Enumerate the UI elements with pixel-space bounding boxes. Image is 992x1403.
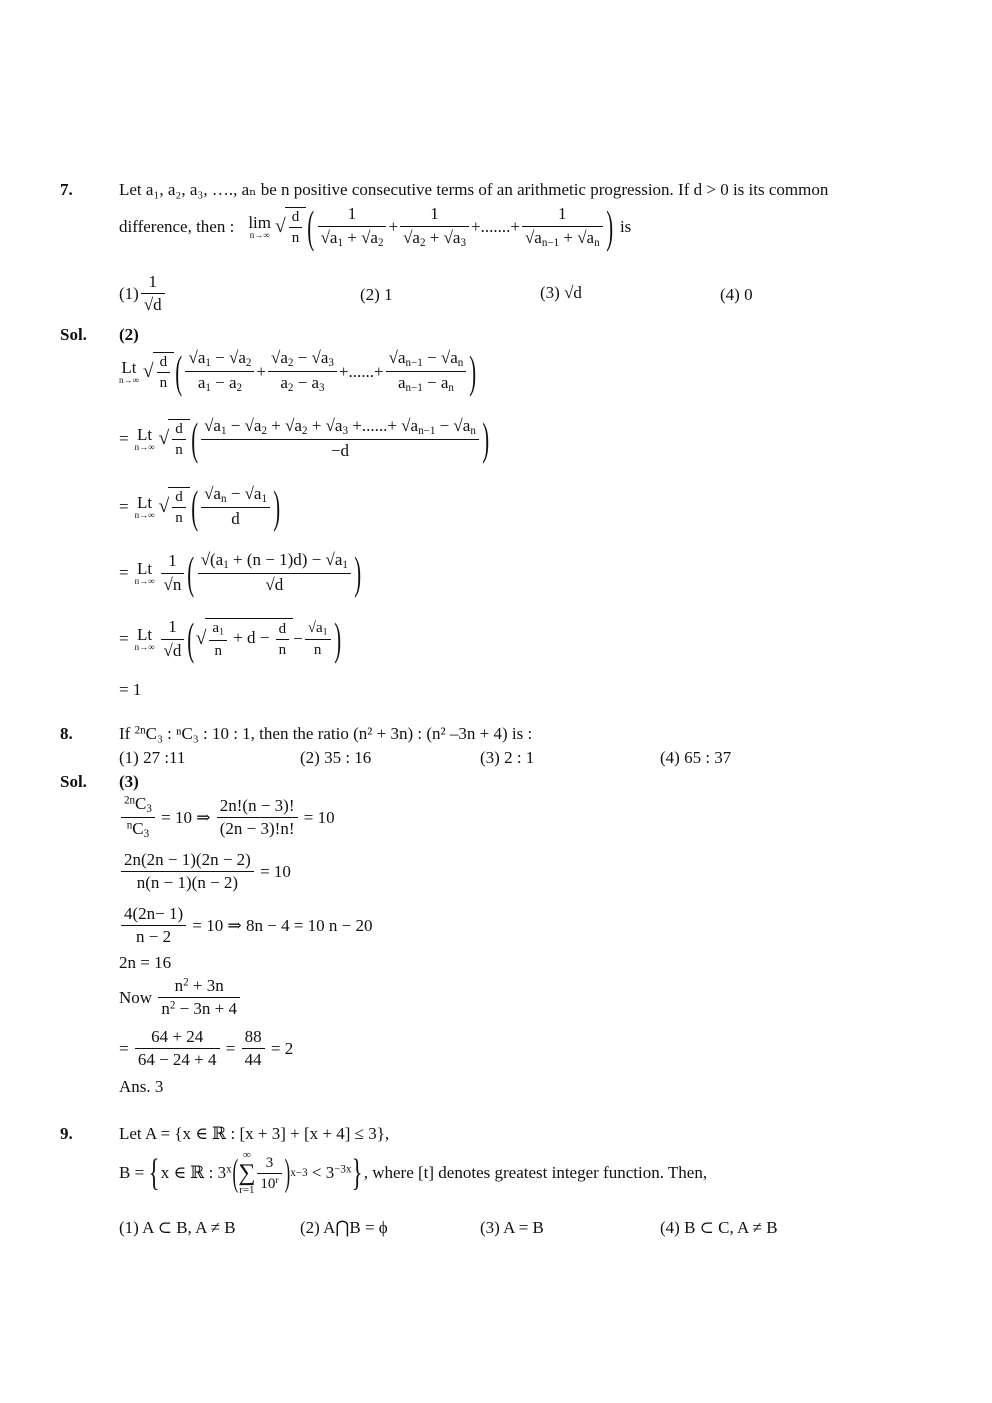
question-9-set-a: Let A = {x ∈ ℝ : [x + 3] + [x + 4] ≤ 3}, [119, 1124, 390, 1143]
q7-option-2: (2) 1 [360, 285, 393, 304]
question-7-text: Let a₁, a₂, a₃, …., aₙ be n positive consecutive terms of an arithmetic progression. If d > 0 is its common [119, 180, 829, 199]
q9-option-1: (1) A ⊂ B, A ≠ B [119, 1218, 236, 1237]
question-8-number: 8. [60, 724, 73, 743]
q7-step-1: Lt n→∞ √ $\frac{d}{n}$ ( $\frac{√a_1 - √a_2}{a_1 - a_2}$ + $\frac{√a_2 - √a_3}{a_2 - a_3}$ +......+ $\frac{√a_{n-1} - √a_n}{a_{n-1} - a_n}$ ) [119, 345, 477, 397]
q8-ans: Ans. 3 [119, 1077, 164, 1096]
q8-step-4: 2n = 16 [119, 953, 172, 972]
q8-answer: (3) [119, 772, 139, 791]
q8-sol-label: Sol. [60, 772, 87, 791]
q8-option-3: (3) 2 : 1 [480, 748, 535, 767]
q7-final: = 1 [119, 680, 142, 699]
q9-option-2: (2) A⋂B = ϕ [300, 1218, 388, 1237]
q8-step-2: $\frac{2n(2n - 1)(2n - 2)}{n(n - 1)(n - 2)}$ = 10 [119, 850, 291, 894]
q9-option-3: (3) A = B [480, 1218, 544, 1237]
q7-option-1: (1) $\frac{1}{√d}$ [119, 272, 167, 316]
sqrt-d-over-n: √ $\frac{d}{n}$ [275, 207, 306, 247]
q8-option-2: (2) 35 : 16 [300, 748, 372, 767]
question-9-number: 9. [60, 1124, 73, 1143]
q7-option-4: (4) 0 [720, 285, 753, 304]
question-7-expression: difference, then : lim n→∞ √ $\frac{d}{n}$ ( $\frac{1}{√a_1 + √a_2}$ + $\frac{1}{√a_2 + √a_3}$ +.......+ $\frac{1}{√a_{n-1} + √a_n}$ ) is [119, 201, 632, 252]
q7-option-3: (3) √d [540, 283, 582, 302]
q8-step-6: = $\frac{64 + 24}{64 - 24 + 4}$ = $\frac{88}{44}$ = 2 [119, 1027, 294, 1070]
question-9-set-b: B = { x ∈ ℝ : 3$^x$ ( ∞ ∑ r=1 $\frac{3}{10^r}$ ) x−3 < $3^{-3x}$ } , where [t] denotes greatest integer function. Then, [119, 1149, 708, 1196]
q8-step-3: $\frac{4(2n- 1)}{n - 2}$ = 10 ⇒ 8n − 4 = 10 n − 20 [119, 904, 373, 948]
q7-sol-label: Sol. [60, 325, 87, 344]
q8-option-1: (1) 27 :11 [119, 748, 186, 767]
q7-step-2: = Lt n→∞ √ $\frac{d}{n}$ ( $\frac{√a_1 - √a_2 + √a_2 + √a_3 +......+ √a_{n-1} - √a_n}{-d}$ ) [119, 413, 489, 464]
question-7-number: 7. [60, 180, 73, 199]
question-8-text: If $^{2n}$C₃ : ⁿC₃ : 10 : 1, then the ratio (n² + 3n) : (n² –3n + 4) is : [119, 724, 533, 743]
limit-operator: lim n→∞ [248, 213, 271, 240]
q8-option-4: (4) 65 : 37 [660, 748, 732, 767]
q7-step-3: = Lt n→∞ √ $\frac{d}{n}$ ( $\frac{√a_n - √a_1}{d}$ ) [119, 481, 281, 532]
q8-step-5: Now $\frac{n^2 + 3n}{n^2 - 3n + 4}$ [119, 976, 242, 1020]
q8-step-1: $\frac{^{2n}C_3}{^nC_3}$ = 10 ⇒ $\frac{2n!(n - 3)!}{(2n - 3)!n!}$ = 10 [119, 794, 335, 841]
is-word: is [619, 217, 632, 236]
q7-step-5: = Lt n→∞ $\frac{1}{√d}$ ( √ $\frac{a_1}{n}$ + d − $\frac{d}{n}$ − $\frac{√a_1}{n}$ ) [119, 613, 341, 664]
term-2: $\frac{1}{√a_2 + √a_3}$ [400, 204, 469, 249]
term-n: $\frac{1}{√a_{n-1} + √a_n}$ [522, 204, 603, 249]
q7-answer: (2) [119, 325, 139, 344]
q7-step-4: = Lt n→∞ $\frac{1}{√n}$ ( $\frac{√(a_1 + (n - 1)d) - √a_1}{√d}$ ) [119, 547, 362, 598]
term-1: $\frac{1}{√a_1 + √a_2}$ [318, 204, 387, 249]
question-7-prefix: difference, then : [119, 217, 235, 236]
q9-option-4: (4) B ⊂ C, A ≠ B [660, 1218, 778, 1237]
